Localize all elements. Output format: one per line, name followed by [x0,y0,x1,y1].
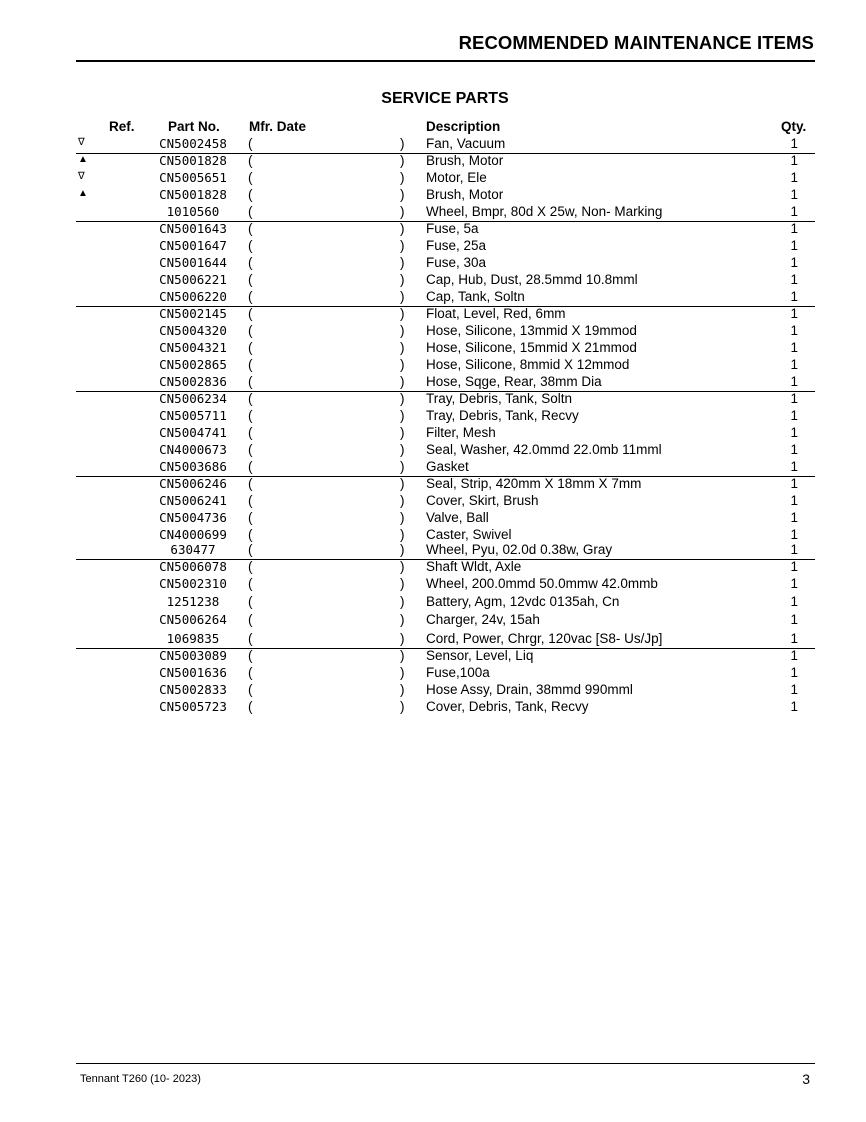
mfr-date-close-paren: ) [400,391,405,406]
mfr-date-open-paren: ( [248,631,253,646]
table-row [76,408,815,425]
table-row [76,306,815,323]
table-row [76,153,815,170]
mfr-date-close-paren: ) [400,187,405,202]
description: Brush, Motor [426,153,504,168]
description: Fan, Vacuum [426,136,506,151]
quantity: 1 [790,170,798,185]
quantity: 1 [790,221,798,236]
quantity: 1 [790,272,798,287]
description: Motor, Ele [426,170,487,185]
mfr-date-open-paren: ( [248,542,253,557]
mfr-date-close-paren: ) [400,442,405,457]
table-row [76,631,815,649]
mfr-date-close-paren: ) [400,221,405,236]
quantity: 1 [790,576,798,591]
mfr-date-close-paren: ) [400,612,405,627]
description: Tray, Debris, Tank, Soltn [426,391,573,406]
table-row [76,594,815,612]
mfr-date-close-paren: ) [400,204,405,219]
mfr-date-open-paren: ( [248,323,253,338]
description: Seal, Strip, 420mm X 18mm X 7mm [426,476,642,491]
mfr-date-open-paren: ( [248,459,253,474]
mfr-date-open-paren: ( [248,594,253,609]
mfr-date-close-paren: ) [400,340,405,355]
quantity: 1 [790,612,798,627]
description: Shaft Wldt, Axle [426,559,522,574]
part-number: CN5006241 [159,493,227,508]
mfr-date-open-paren: ( [248,374,253,389]
part-number: CN5001647 [159,238,227,253]
description: Cap, Tank, Soltn [426,289,525,304]
quantity: 1 [790,631,798,646]
table-row [76,289,815,307]
part-number: CN5006234 [159,391,227,406]
column-header-part-no: Part No. [168,119,220,134]
quantity: 1 [790,476,798,491]
mfr-date-close-paren: ) [400,255,405,270]
quantity: 1 [790,153,798,168]
table-row [76,357,815,374]
mfr-date-close-paren: ) [400,153,405,168]
description: Valve, Ball [426,510,489,525]
description: Sensor, Level, Liq [426,648,534,663]
quantity: 1 [790,493,798,508]
quantity: 1 [790,648,798,663]
table-row [76,699,815,716]
part-number: CN5003686 [159,459,227,474]
description: Hose, Silicone, 15mmid X 21mmod [426,340,637,355]
quantity: 1 [790,340,798,355]
part-number: CN5002458 [159,136,227,151]
quantity: 1 [790,255,798,270]
part-number: 1069835 [166,631,220,646]
description: Cover, Skirt, Brush [426,493,539,508]
mfr-date-close-paren: ) [400,374,405,389]
mfr-date-open-paren: ( [248,612,253,627]
quantity: 1 [790,408,798,423]
mfr-date-close-paren: ) [400,408,405,423]
table-row [76,204,815,222]
description: Battery, Agm, 12vdc 0135ah, Cn [426,594,620,609]
part-number: CN5006220 [159,289,227,304]
mfr-date-close-paren: ) [400,527,405,542]
mfr-date-open-paren: ( [248,204,253,219]
part-number: CN5001643 [159,221,227,236]
quantity: 1 [790,204,798,219]
description: Fuse, 5a [426,221,479,236]
table-row [76,136,815,154]
mfr-date-close-paren: ) [400,323,405,338]
table-row [76,459,815,477]
table-row [76,493,815,510]
mfr-date-close-paren: ) [400,289,405,304]
table-row [76,442,815,459]
mfr-date-open-paren: ( [248,221,253,236]
mfr-date-open-paren: ( [248,527,253,542]
description: Filter, Mesh [426,425,496,440]
mfr-date-open-paren: ( [248,136,253,151]
part-number: CN5002310 [159,576,227,591]
mfr-date-close-paren: ) [400,559,405,574]
quantity: 1 [790,682,798,697]
mfr-date-open-paren: ( [248,391,253,406]
quantity: 1 [790,442,798,457]
description: Seal, Washer, 42.0mmd 22.0mb 11mml [426,442,662,457]
part-number: CN5002833 [159,682,227,697]
quantity: 1 [790,289,798,304]
part-number: CN5002836 [159,374,227,389]
mfr-date-close-paren: ) [400,648,405,663]
table-row [76,272,815,289]
part-number: CN5002145 [159,306,227,321]
mfr-date-open-paren: ( [248,510,253,525]
mfr-date-close-paren: ) [400,665,405,680]
description: Hose, Silicone, 8mmid X 12mmod [426,357,630,372]
part-number: CN5005711 [159,408,227,423]
part-number: CN5005651 [159,170,227,185]
table-row [76,323,815,340]
description: Cover, Debris, Tank, Recvy [426,699,589,714]
quantity: 1 [790,559,798,574]
description: Gasket [426,459,469,474]
mfr-date-close-paren: ) [400,306,405,321]
mfr-date-close-paren: ) [400,272,405,287]
table-row [76,559,815,576]
column-header-description: Description [426,119,501,134]
mfr-date-close-paren: ) [400,238,405,253]
table-row [76,238,815,255]
mfr-date-open-paren: ( [248,559,253,574]
part-number: CN5004321 [159,340,227,355]
description: Wheel, 200.0mmd 50.0mmw 42.0mmb [426,576,658,591]
table-row [76,374,815,392]
mfr-date-open-paren: ( [248,699,253,714]
part-number: 630477 [170,542,216,557]
part-number: CN5001636 [159,665,227,680]
part-number: CN5006264 [159,612,227,627]
page-number: 3 [802,1071,810,1087]
section-title: SERVICE PARTS [381,90,509,107]
description: Fuse,100a [426,665,490,680]
description: Hose, Sqge, Rear, 38mm Dia [426,374,602,389]
part-number: CN5004320 [159,323,227,338]
part-number: CN5002865 [159,357,227,372]
part-number: CN5001644 [159,255,227,270]
table-row [76,648,815,665]
table-row [76,527,815,542]
quantity: 1 [790,238,798,253]
table-row [76,391,815,408]
part-number: CN5004741 [159,425,227,440]
quantity: 1 [790,391,798,406]
part-number: CN5001828 [159,187,227,202]
table-row [76,221,815,238]
table-row [76,576,815,594]
part-number: CN5006221 [159,272,227,287]
mfr-date-open-paren: ( [248,648,253,663]
mfr-date-open-paren: ( [248,255,253,270]
footer-rule [76,1063,815,1064]
quantity: 1 [790,374,798,389]
mfr-date-open-paren: ( [248,340,253,355]
quantity: 1 [790,187,798,202]
quantity: 1 [790,699,798,714]
part-number: CN5001828 [159,153,227,168]
table-row [76,510,815,527]
mfr-date-open-paren: ( [248,170,253,185]
table-row [76,476,815,493]
quantity: 1 [790,459,798,474]
mfr-date-close-paren: ) [400,425,405,440]
description: Cap, Hub, Dust, 28.5mmd 10.8mml [426,272,638,287]
description: Hose, Silicone, 13mmid X 19mmod [426,323,637,338]
mfr-date-open-paren: ( [248,576,253,591]
mfr-date-close-paren: ) [400,459,405,474]
mfr-date-close-paren: ) [400,682,405,697]
description: Fuse, 25a [426,238,487,253]
mfr-date-open-paren: ( [248,238,253,253]
mfr-date-open-paren: ( [248,493,253,508]
ref-marker: ∇ [78,171,85,182]
ref-marker: ▲ [78,188,88,199]
mfr-date-close-paren: ) [400,357,405,372]
description: Hose Assy, Drain, 38mmd 990mml [426,682,633,697]
column-header-ref: Ref. [109,119,135,134]
part-number: 1251238 [166,594,220,609]
quantity: 1 [790,323,798,338]
description: Fuse, 30a [426,255,487,270]
mfr-date-close-paren: ) [400,542,405,557]
part-number: CN5006078 [159,559,227,574]
table-row [76,682,815,699]
description: Tray, Debris, Tank, Recvy [426,408,579,423]
quantity: 1 [790,425,798,440]
part-number: CN5006246 [159,476,227,491]
mfr-date-close-paren: ) [400,476,405,491]
table-row [76,340,815,357]
column-header-mfr-date: Mfr. Date [249,119,307,134]
ref-marker: ▲ [78,154,88,165]
mfr-date-open-paren: ( [248,682,253,697]
quantity: 1 [790,306,798,321]
mfr-date-close-paren: ) [400,136,405,151]
quantity: 1 [790,542,798,557]
mfr-date-close-paren: ) [400,631,405,646]
part-number: CN5005723 [159,699,227,714]
table-row [76,170,815,187]
mfr-date-open-paren: ( [248,289,253,304]
quantity: 1 [790,357,798,372]
mfr-date-close-paren: ) [400,493,405,508]
quantity: 1 [790,665,798,680]
part-number: 1010560 [166,204,220,219]
description: Float, Level, Red, 6mm [426,306,566,321]
mfr-date-open-paren: ( [248,306,253,321]
part-number: CN5003089 [159,648,227,663]
page-header [76,30,815,62]
column-header-qty: Qty. [781,119,807,134]
page-title: RECOMMENDED MAINTENANCE ITEMS [458,32,814,53]
table-row [76,612,815,631]
mfr-date-open-paren: ( [248,272,253,287]
mfr-date-open-paren: ( [248,425,253,440]
description: Cord, Power, Chrgr, 120vac [S8- Us/Jp] [426,631,663,646]
mfr-date-open-paren: ( [248,408,253,423]
quantity: 1 [790,510,798,525]
mfr-date-open-paren: ( [248,153,253,168]
description: Charger, 24v, 15ah [426,612,540,627]
mfr-date-close-paren: ) [400,699,405,714]
table-row [76,542,815,560]
part-number: CN4000673 [159,442,227,457]
mfr-date-open-paren: ( [248,187,253,202]
part-number: CN4000699 [159,527,227,542]
mfr-date-open-paren: ( [248,357,253,372]
mfr-date-open-paren: ( [248,665,253,680]
description: Brush, Motor [426,187,504,202]
mfr-date-open-paren: ( [248,476,253,491]
description: Wheel, Bmpr, 80d X 25w, Non- Marking [426,204,663,219]
footer-document-id: Tennant T260 (10- 2023) [80,1073,201,1085]
mfr-date-open-paren: ( [248,442,253,457]
quantity: 1 [790,136,798,151]
table-row [76,187,815,204]
mfr-date-close-paren: ) [400,170,405,185]
part-number: CN5004736 [159,510,227,525]
quantity: 1 [790,594,798,609]
description: Caster, Swivel [426,527,512,542]
mfr-date-close-paren: ) [400,510,405,525]
mfr-date-close-paren: ) [400,594,405,609]
table-row [76,425,815,442]
description: Wheel, Pyu, 02.0d 0.38w, Gray [426,542,613,557]
table-row [76,255,815,272]
mfr-date-close-paren: ) [400,576,405,591]
ref-marker: ∇ [78,137,85,148]
quantity: 1 [790,527,798,542]
table-row [76,665,815,682]
